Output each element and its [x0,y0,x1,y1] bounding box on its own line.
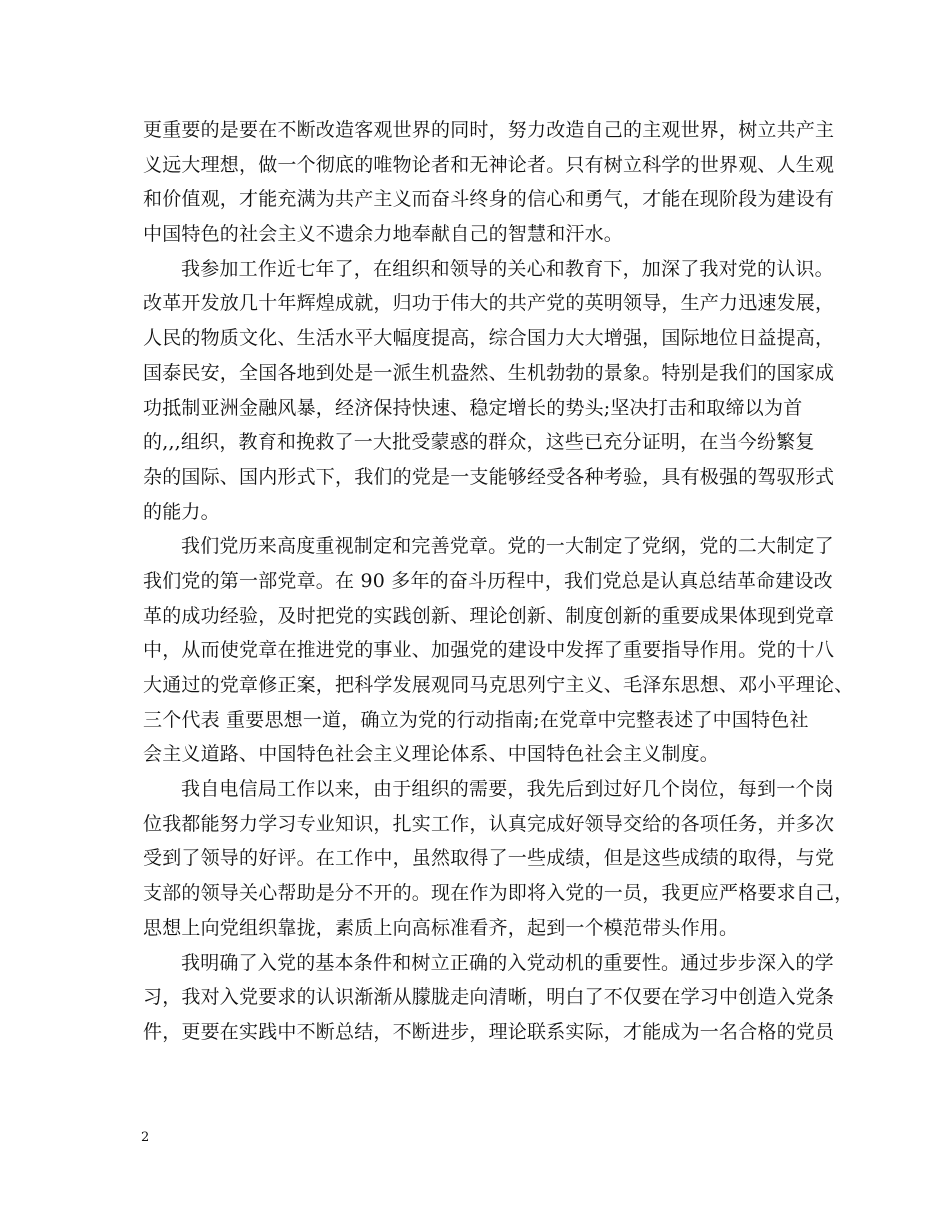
text-line: 中，从而使党章在推进党的事业、加强党的建设中发挥了重要指导作用。党的十八 [143,639,835,662]
text-line: 受到了领导的好评。在工作中，虽然取得了一些成绩，但是这些成绩的取得，与党 [143,847,835,870]
text-line: 习，我对入党要求的认识渐渐从朦胧走向清晰，明白了不仅要在学习中创造入党条 [143,986,835,1009]
text-line: 国泰民安，全国各地到处是一派生机盎然、生机勃勃的景象。特别是我们的国家成 [143,361,835,384]
text-line: 我们党的第一部党章。在 90 多年的奋斗历程中，我们党总是认真总结革命建设改 [143,569,833,592]
text-line: 大通过的党章修正案，把科学发展观同马克思列宁主义、毛泽东思想、邓小平理论、 [143,674,854,696]
page-number: 2 [141,1130,150,1145]
text-line: 人民的物质文化、生活水平大幅度提高，综合国力大大增强，国际地位日益提高， [143,327,835,350]
text-line: 和价值观，才能充满为共产主义而奋斗终身的信心和勇气，才能在现阶段为建设有 [143,188,835,211]
text-line: 的,,,组织，教育和挽救了一大批受蒙惑的群众，这些已充分证明，在当今纷繁复 [143,431,815,454]
text-line: 杂的国际、国内形式下，我们的党是一支能够经受各种考验，具有极强的驾驭形式 [143,465,835,488]
text-line: 位我都能努力学习专业知识，扎实工作，认真完成好领导交给的各项任务，并多次 [143,812,835,835]
text-line: 我明确了入党的基本条件和树立正确的入党动机的重要性。通过步步深入的学 [181,951,834,974]
text-line: 功抵制亚洲金融风暴，经济保持快速、稳定增长的势头;坚决打击和取缔以为首 [143,396,803,419]
text-line: 更重要的是要在不断改造客观世界的同时，努力改造自己的主观世界，树立共产主 [143,119,835,141]
text-line: 的能力。 [143,500,220,523]
text-line: 会主义道路、中国特色社会主义理论体系、中国特色社会主义制度。 [143,743,720,766]
text-line: 义远大理想，做一个彻底的唯物论者和无神论者。只有树立科学的世界观、人生观 [143,153,835,176]
text-line: 思想上向党组织靠拢，素质上向高标准看齐，起到一个模范带头作用。 [143,916,739,939]
text-line: 改革开发放几十年辉煌成就，归功于伟大的共产党的英明领导，生产力迅速发展， [143,292,835,315]
text-line: 我们党历来高度重视制定和完善党章。党的一大制定了党纲，党的二大制定了 [181,535,834,558]
document-body [143,113,854,1050]
text-line: 我自电信局工作以来，由于组织的需要，我先后到过好几个岗位，每到一个岗 [181,778,834,801]
text-line: 支部的领导关心帮助是分不开的。现在作为即将入党的一员，我更应严格要求自己， [143,882,854,905]
text-line: 三个代表 重要思想一道，确立为党的行动指南;在党章中完整表述了中国特色社 [143,708,809,731]
text-line: 中国特色的社会主义不遗余力地奉献自己的智慧和汗水。 [143,223,624,246]
text-line: 我参加工作近七年了，在组织和领导的关心和教育下，加深了我对党的认识。 [181,257,834,280]
text-line: 革的成功经验，及时把党的实践创新、理论创新、制度创新的重要成果体现到党章 [143,604,835,627]
text-line: 件，更要在实践中不断总结，不断进步，理论联系实际，才能成为一名合格的党员 [143,1020,835,1043]
